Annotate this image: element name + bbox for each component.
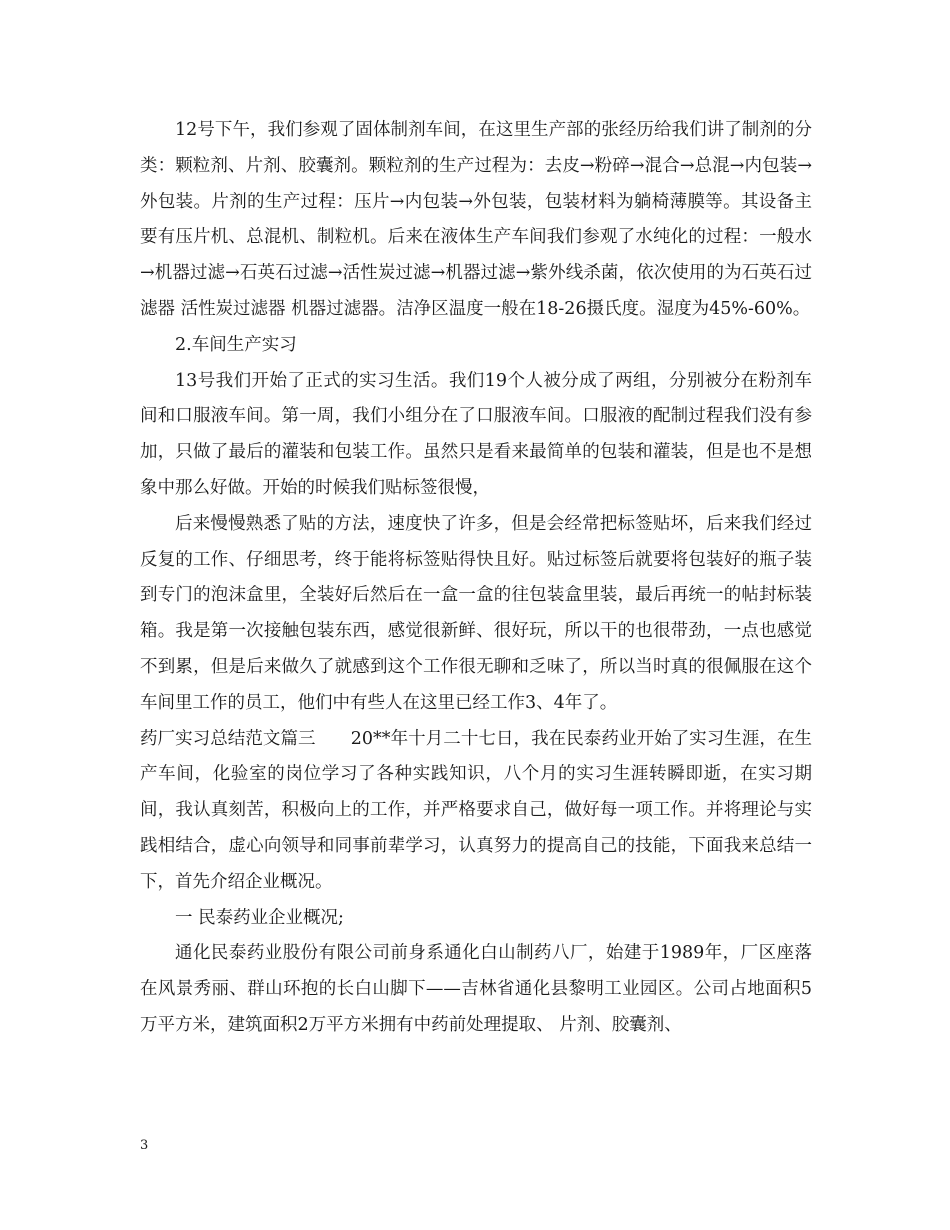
paragraph-labeling-work: 后来慢慢熟悉了贴的方法，速度快了许多，但是会经常把标签贴坏，后来我们经过反复的工作、仔细思考，终于能将标签贴得快且好。贴过标签后就要将包装好的瓶子装到专门的泡沫盒里，全装好后然后在一盒一盒的往包装盒里装，最后再统一的帖封标装箱。我是第一次接触包装东西，感觉很新鲜、很好玩，所以干的也很带劲，一点也感觉不到累，但是后来做久了就感到这个工作很无聊和乏味了，所以当时真的很佩服在这个车间里工作的员工，他们中有些人在这里已经工作3、4年了。 — [140, 513, 812, 713]
paragraph-company-history: 通化民泰药业股份有限公司前身系通化白山制药八厂，始建于1989年，厂区座落在风景秀丽、群山环抱的长白山脚下——吉林省通化县黎明工业园区。公司占地面积5万平方米，建筑面积2万平方米拥有中药前处理提取、 片剂、胶囊剂、 — [140, 943, 812, 1035]
document-body — [140, 113, 812, 1044]
paragraph-solid-dosage-workshop: 12号下午，我们参观了固体制剂车间，在这里生产部的张经历给我们讲了制剂的分类：颗粒剂、片剂、胶囊剂。颗粒剂的生产过程为：去皮→粉碎→混合→总混→内包装→外包装。片剂的生产过程：压片→内包装→外包装，包装材料为躺椅薄膜等。其设备主要有压片机、总混机、制粒机。后来在液体生产车间我们参观了水纯化的过程：一般水→机器过滤→石英石过滤→活性炭过滤→机器过滤→紫外线杀菌，依次使用的为石英石过滤器 活性炭过滤器 机器过滤器。洁净区温度一般在18-26摄氏度。湿度为45%-60%。 — [140, 120, 812, 319]
paragraph-summary-part-three: 药厂实习总结范文篇三 20**年十月二十七日，我在民泰药业开始了实习生涯，在生产车间，化验室的岗位学习了各种实践知识，八个月的实习生涯转瞬即逝，在实习期间，我认真刻苦，积极向上的工作，并严格要求自己，做好每一项工作。并将理论与实践相结合，虚心向领导和同事前辈学习，认真努力的提高自己的技能，下面我来总结一下，首先介绍企业概况。 — [140, 728, 812, 892]
page-number: 3 — [140, 1138, 149, 1153]
section-heading-company-overview: 一 民泰药业企业概况; — [175, 907, 344, 928]
section-heading-workshop-practice: 2.车间生产实习 — [175, 334, 297, 355]
paragraph-internship-start: 13号我们开始了正式的实习生活。我们19个人被分成了两组，分别被分在粉剂车间和口服液车间。第一周，我们小组分在了口服液车间。口服液的配制过程我们没有参加，只做了最后的灌装和包装工作。虽然只是看来最简单的包装和灌装，但是也不是想象中那么好做。开始的时候我们贴标签很慢， — [140, 370, 812, 498]
